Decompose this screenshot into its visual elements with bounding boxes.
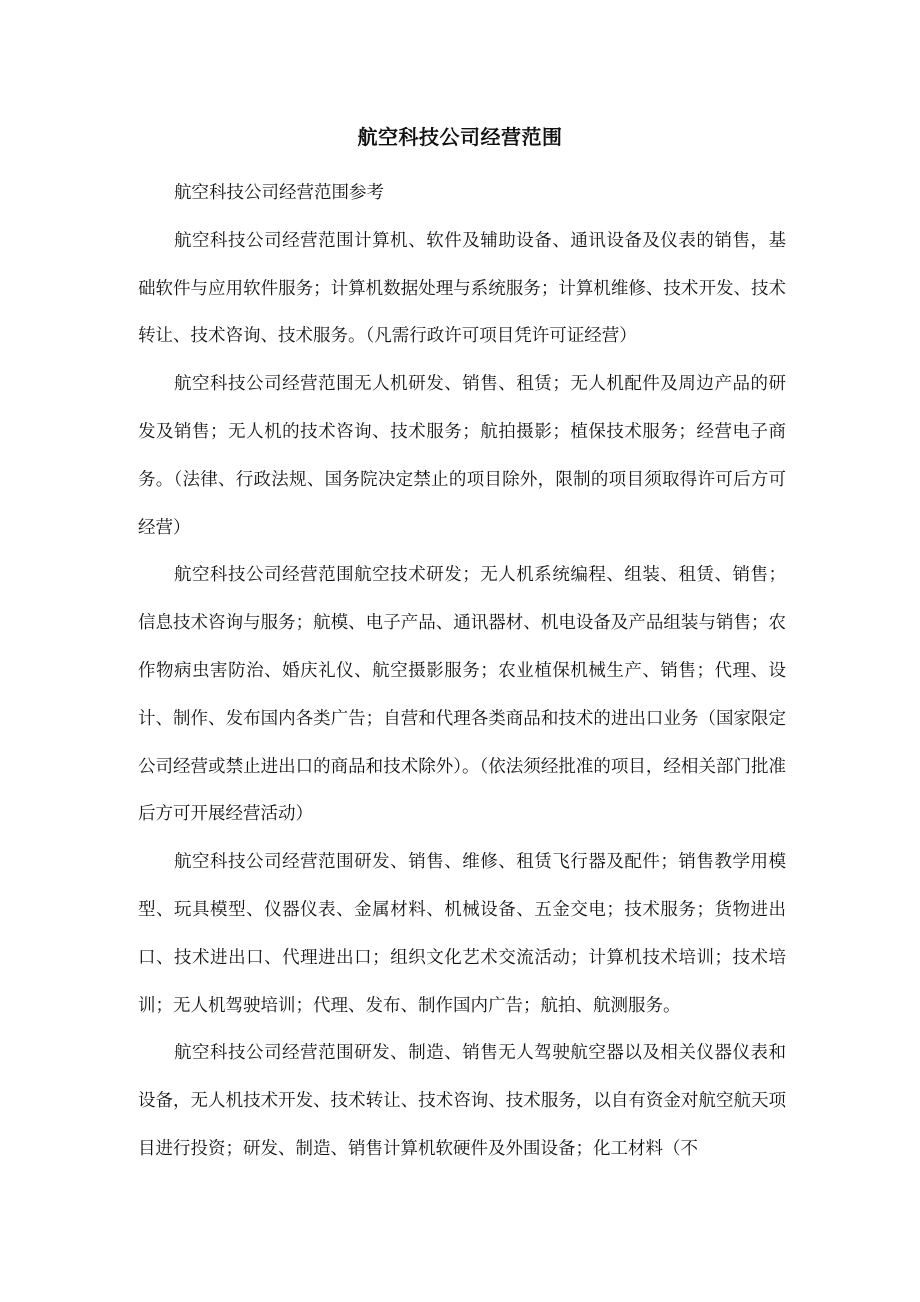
paragraph-scope-2: 航空科技公司经营范围无人机研发、销售、租赁；无人机配件及周边产品的研发及销售；无人机的技术咨询、技术服务；航拍摄影；植保技术服务；经营电子商务。（法律、行政法规、国务院决定禁止的项目除外，限制的项目须取得许可后方可经营） bbox=[138, 374, 786, 538]
paragraph-scope-3: 航空科技公司经营范围航空技术研发；无人机系统编程、组装、租赁、销售；信息技术咨询与服务；航模、电子产品、通讯器材、机电设备及产品组装与销售；农作物病虫害防治、婚庆礼仪、航空摄影服务；农业植保机械生产、销售；代理、设计、制作、发布国内各类广告；自营和代理各类商品和技术的进出口业务（国家限定公司经营或禁止进出口的商品和技术除外）。（依法须经批准的项目，经相关部门批准后方可开展经营活动） bbox=[138, 565, 786, 825]
document-title: 航空科技公司经营范围 bbox=[357, 125, 563, 149]
paragraph-subtitle: 航空科技公司经营范围参考 bbox=[174, 183, 384, 203]
paragraph-scope-1: 航空科技公司经营范围计算机、软件及辅助设备、通讯设备及仪表的销售，基础软件与应用软件服务；计算机数据处理与系统服务；计算机维修、技术开发、技术转让、技术咨询、技术服务。（凡需行政许可项目凭许可证经营） bbox=[138, 230, 786, 347]
paragraph-scope-5: 航空科技公司经营范围研发、制造、销售无人驾驶航空器以及相关仪器仪表和设备，无人机技术开发、技术转让、技术咨询、技术服务，以自有资金对航空航天项目进行投资；研发、制造、销售计算机软硬件及外围设备；化工材料（不 bbox=[138, 1043, 786, 1159]
paragraph-scope-4: 航空科技公司经营范围研发、销售、维修、租赁飞行器及配件；销售教学用模型、玩具模型、仪器仪表、金属材料、机械设备、五金交电；技术服务；货物进出口、技术进出口、代理进出口；组织文化艺术交流活动；计算机技术培训；技术培训；无人机驾驶培训；代理、发布、制作国内广告；航拍、航测服务。 bbox=[138, 852, 786, 1016]
document-body bbox=[138, 170, 786, 1174]
